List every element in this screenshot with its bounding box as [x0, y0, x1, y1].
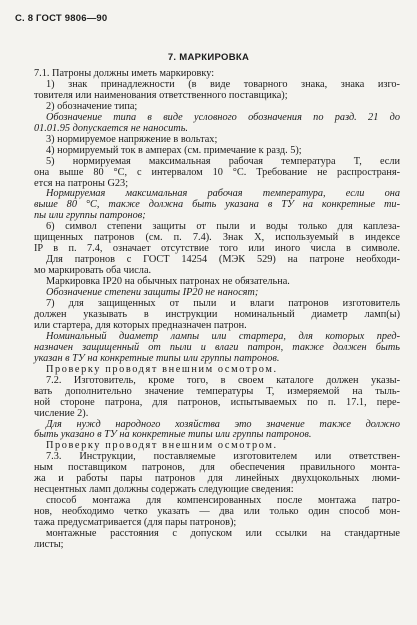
text-line: листы; [34, 538, 64, 550]
text-line: быть указано в ТУ на конкретные типы или группы патронов. [34, 429, 312, 441]
text-line: мо маркировать оба числа. [34, 265, 152, 277]
text-line: товителя или наименования ответственного поставщика); [34, 89, 288, 101]
page-header: С. 8 ГОСТ 9806—90 [15, 13, 108, 24]
text-line: Для патронов с ГОСТ 14254 (МЭК 529) на патроне необходи- [46, 254, 400, 266]
text-line: нов, необходимо четко указать — два или только один способ мон- [34, 506, 400, 518]
text-line: жа и работы пары патронов для линейных двухцокольных люми- [34, 473, 400, 485]
text-line: 7.1. Патроны должны иметь маркировку: [34, 68, 215, 79]
text-line: несцентных ламп должны содержать следующие сведения: [34, 484, 294, 496]
text-line: она выше 80 °С, с интервалом 10 °С. Требование не распространя- [34, 166, 400, 178]
text-line: 2) обозначение типа; [46, 100, 138, 112]
text-line: щищенных патронов (см. п. 7.4). Знак X, используемый в индексе [34, 232, 400, 244]
text-line: ным поставщиком патронов, для обеспечения правильного монта- [34, 462, 400, 474]
text-line: 7.2. Изготовитель, кроме того, в своем каталоге должен указы- [46, 374, 400, 386]
section-title: 7. МАРКИРОВКА [167, 52, 250, 63]
text-line: тажа предусматривается (для пары патронов); [34, 517, 237, 529]
text-line: должен указывать в инструкции номинальный диаметр ламп(ы) [34, 308, 400, 320]
text-line: пы или группы патронов; [34, 210, 146, 222]
text-line: указан в ТУ на конкретные типы или группы патронов. [34, 352, 280, 364]
text-line: Обозначение типа в виде условного обозначения по разд. 21 до [46, 111, 400, 123]
text-line: ной стороне патрона, для патронов, испытываемых по п. 17.1, пере- [34, 396, 400, 408]
text-line: 3) нормируемое напряжение в вольтах; [46, 133, 218, 145]
text-line: выше 80 °С, также должна быть указана в ТУ на конкретные ти- [34, 199, 400, 211]
text-line: Обозначение степени защиты IP20 не наносят; [46, 287, 259, 299]
text-line: 7) для защищенных от пыли и влаги патронов изготовитель [46, 298, 400, 310]
text-line: Проверку проводят внешним осмотром. [46, 363, 278, 375]
text-line: 6) символ степени защиты от пыли и воды только для каплеза- [46, 221, 400, 233]
text-line: числение 2). [34, 407, 89, 419]
text-line: Проверку проводят внешним осмотром. [46, 440, 278, 452]
text-line: Маркировка IP20 на обычных патронах не обязательна. [46, 276, 290, 288]
text-line: 01.01.95 допускается не наносить. [34, 122, 188, 134]
text-line: монтажные расстояния с допуском или ссылки на стандартные [46, 528, 400, 540]
text-line: вать дополнительно значение температуры T, измеряемой на тыль- [34, 385, 400, 397]
text-line: 7.3. Инструкции, поставляемые изготовителем или ответствен- [46, 451, 400, 463]
text-line: способ монтажа для компенсированных после монтажа патро- [46, 495, 400, 507]
text-line: 1) знак принадлежности (в виде товарного знака, знака изго- [46, 78, 400, 90]
section-body [34, 69, 400, 551]
text-line: Нормируемая максимальная рабочая температура, если она [46, 188, 400, 200]
text-line: 4) нормируемый ток в амперах (см. примечание к разд. 5); [46, 144, 302, 156]
text-line: ется на патроны G23; [34, 177, 129, 189]
text-line: Для нужд народного хозяйства это значение также должно [46, 418, 400, 430]
text-line: назначен защищенный от пыли и влаги патрон, также должен быть [34, 341, 400, 353]
text-line: или стартера, для которых предназначен патрон. [34, 319, 247, 331]
text-line: IP в п. 7.4, означает отсутствие того или иного числа в символе. [34, 243, 400, 255]
text-line: 5) нормируемая максимальная рабочая температура T, если [46, 155, 400, 167]
text-line: Номинальный диаметр лампы или стартера, для которых пред- [46, 330, 400, 342]
